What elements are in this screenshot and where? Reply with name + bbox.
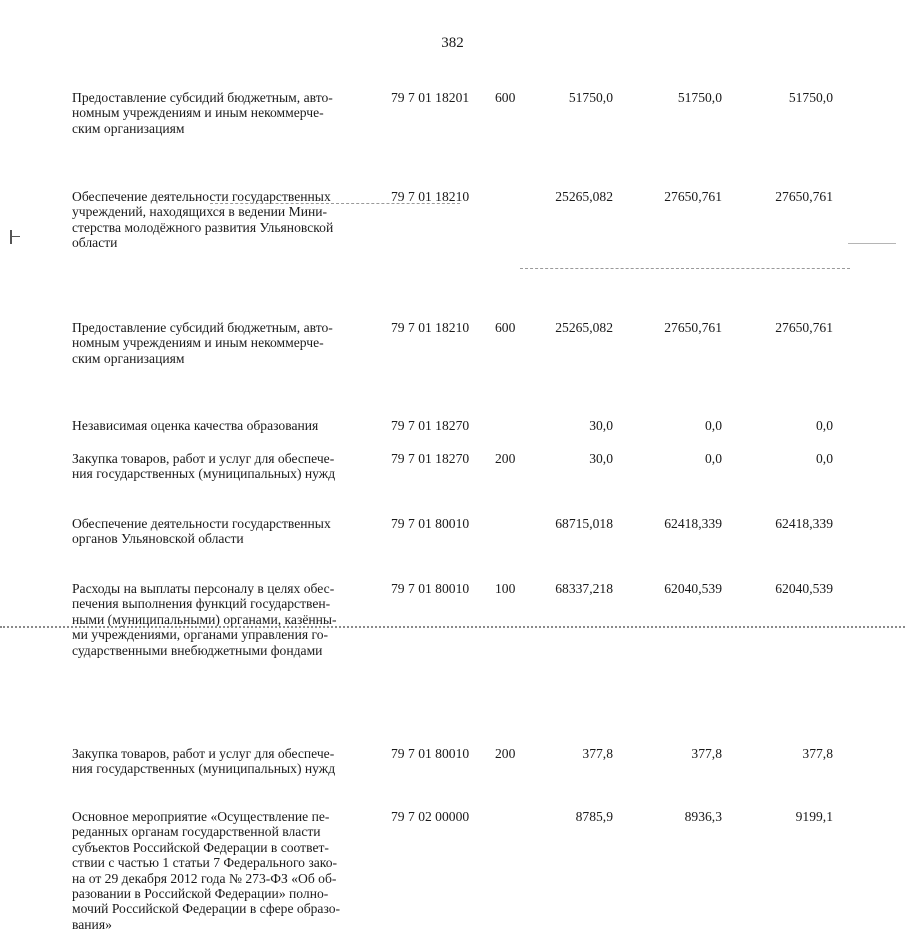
amount-year-1: 68337,218 [555, 581, 613, 596]
description-line: ствии с частью 1 статьи 7 Федерального зако- [72, 855, 338, 871]
row-description [72, 581, 375, 658]
page-number: 382 [441, 35, 464, 51]
description-line: Обеспечение деятельности государственных [72, 516, 331, 531]
description-line: вания» [72, 916, 112, 932]
table-row [0, 516, 905, 547]
row-description [72, 746, 375, 777]
description-line: учреждений, находящихся в ведении Мини- [72, 204, 328, 220]
amount-year-1: 25265,082 [555, 189, 613, 204]
table-row [0, 581, 905, 659]
margin-tick-mark [10, 230, 12, 244]
target-article-code: 79 7 01 18210 [391, 189, 470, 204]
description-line: ния государственных (муниципальных) нужд [72, 466, 336, 482]
description-line: ными (муниципальными) органами, казённы- [72, 611, 337, 627]
amount-year-3: 0,0 [816, 451, 833, 466]
budget-table [0, 90, 905, 932]
amount-year-1: 30,0 [589, 451, 613, 466]
amount-year-2: 0,0 [705, 418, 722, 433]
amount-year-3: 51750,0 [788, 90, 833, 105]
amount-year-2: 51750,0 [677, 90, 722, 105]
amount-year-1: 8785,9 [575, 809, 613, 824]
target-article-code: 79 7 01 18201 [391, 90, 470, 105]
description-line: ским организациям [72, 350, 185, 366]
amount-year-2: 0,0 [705, 451, 722, 466]
scan-artifact-line [848, 243, 896, 244]
expense-type-code: 200 [495, 451, 516, 466]
target-article-code: 79 7 02 00000 [391, 809, 470, 824]
description-line: мочий Российской Федерации в сфере образо- [72, 901, 341, 917]
amount-year-3: 9199,1 [795, 809, 833, 824]
expense-type-code: 600 [495, 90, 516, 105]
table-row [0, 189, 905, 251]
description-line: номным учреждениям и иным некоммерче- [72, 335, 324, 351]
target-article-code: 79 7 01 80010 [391, 746, 470, 761]
amount-year-1: 25265,082 [555, 320, 613, 335]
row-description [72, 189, 375, 251]
amount-year-2: 377,8 [691, 746, 722, 761]
amount-year-3: 62040,539 [775, 581, 833, 596]
description-line: ским организациям [72, 120, 185, 136]
description-line: Независимая оценка качества образования [72, 418, 319, 433]
amount-year-1: 30,0 [589, 418, 613, 433]
description-line: ния государственных (муниципальных) нужд [72, 761, 336, 777]
target-article-code: 79 7 01 80010 [391, 581, 470, 596]
page-bottom-edge [0, 626, 905, 628]
table-row [0, 418, 905, 434]
expense-type-code: 100 [495, 581, 516, 596]
target-article-code: 79 7 01 80010 [391, 516, 470, 531]
description-line: Закупка товаров, работ и услуг для обеспече- [72, 451, 335, 466]
scan-artifact-line [210, 203, 460, 204]
description-line: Основное мероприятие «Осуществление пе- [72, 809, 330, 824]
amount-year-3: 62418,339 [775, 516, 833, 531]
amount-year-1: 68715,018 [555, 516, 613, 531]
description-line: сударственными внебюджетными фондами [72, 642, 323, 658]
row-description [72, 809, 375, 932]
description-line: реданных органам государственной власти [72, 824, 321, 840]
amount-year-2: 62040,539 [664, 581, 722, 596]
amount-year-2: 8936,3 [684, 809, 722, 824]
amount-year-1: 377,8 [582, 746, 613, 761]
table-row [0, 746, 905, 777]
target-article-code: 79 7 01 18210 [391, 320, 470, 335]
table-row [0, 451, 905, 482]
amount-year-1: 51750,0 [568, 90, 613, 105]
row-description [72, 451, 375, 482]
amount-year-2: 62418,339 [664, 516, 722, 531]
row-description [72, 90, 375, 136]
row-description [72, 418, 375, 433]
amount-year-2: 27650,761 [664, 189, 722, 204]
description-line: органов Ульяновской области [72, 531, 244, 547]
margin-tick-mark [10, 236, 20, 237]
description-line: субъектов Российской Федерации в соответ- [72, 839, 329, 855]
amount-year-2: 27650,761 [664, 320, 722, 335]
scan-artifact-line [520, 268, 850, 269]
description-line: Закупка товаров, работ и услуг для обеспече- [72, 746, 335, 761]
description-line: Предоставление субсидий бюджетным, авто- [72, 320, 333, 335]
expense-type-code: 600 [495, 320, 516, 335]
amount-year-3: 27650,761 [775, 189, 833, 204]
description-line: Расходы на выплаты персоналу в целях обес- [72, 581, 335, 596]
description-line: на от 29 декабря 2012 года № 273-ФЗ «Об об- [72, 870, 337, 886]
row-description [72, 516, 375, 547]
amount-year-3: 0,0 [816, 418, 833, 433]
table-row [0, 90, 905, 137]
description-line: печения выполнения функций государствен- [72, 596, 331, 612]
target-article-code: 79 7 01 18270 [391, 418, 470, 433]
table-row [0, 809, 905, 933]
amount-year-3: 377,8 [802, 746, 833, 761]
description-line: стерства молодёжного развития Ульяновской [72, 219, 334, 235]
description-line: разовании в Российской Федерации» полно- [72, 886, 329, 902]
expense-type-code: 200 [495, 746, 516, 761]
description-line: Предоставление субсидий бюджетным, авто- [72, 90, 333, 105]
description-line: Обеспечение деятельности государственных [72, 189, 331, 204]
target-article-code: 79 7 01 18270 [391, 451, 470, 466]
row-description [72, 320, 375, 366]
amount-year-3: 27650,761 [775, 320, 833, 335]
description-line: области [72, 235, 118, 251]
description-line: номным учреждениям и иным некоммерче- [72, 105, 324, 121]
description-line: ми учреждениями, органами управления го- [72, 627, 329, 643]
table-row [0, 320, 905, 367]
